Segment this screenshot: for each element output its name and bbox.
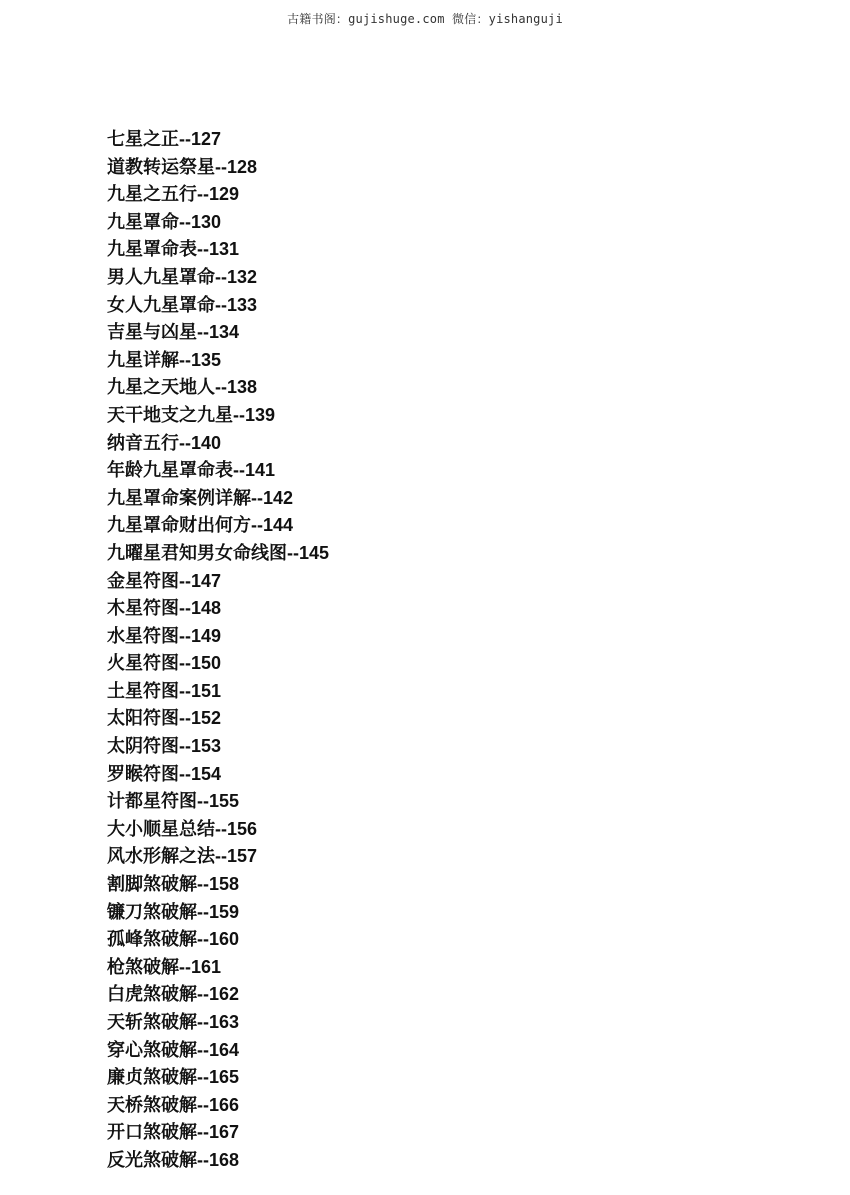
toc-entry-separator: -- [179, 653, 191, 674]
toc-entry-separator: -- [197, 874, 209, 895]
toc-entry-page: 128 [227, 156, 258, 177]
toc-entry-title: 罗睺符图 [107, 763, 179, 785]
toc-entry-page: 153 [191, 736, 222, 757]
toc-entry-separator: -- [197, 322, 209, 343]
toc-entry [107, 1037, 329, 1065]
toc-entry-separator: -- [179, 570, 191, 591]
toc-entry [107, 926, 329, 954]
toc-entry-title: 孤峰煞破解 [107, 929, 197, 951]
toc-entry-separator: -- [215, 294, 227, 315]
toc-entry-page: 159 [209, 901, 240, 922]
toc-entry [107, 319, 329, 347]
toc-entry-page: 166 [209, 1094, 240, 1115]
toc-entry-page: 155 [209, 791, 240, 812]
toc-entry-title: 开口煞破解 [107, 1122, 197, 1144]
toc-entry [107, 264, 329, 292]
toc-entry [107, 981, 329, 1009]
toc-entry-title: 大小顺星总结 [107, 818, 215, 840]
toc-entry-title: 金星符图 [107, 570, 179, 592]
toc-entry-separator: -- [179, 598, 191, 619]
toc-entry-separator: -- [197, 184, 209, 205]
toc-entry-page: 135 [191, 349, 222, 370]
toc-entry-page: 148 [191, 598, 222, 619]
toc-entry-page: 151 [191, 680, 222, 701]
toc-entry-separator: -- [179, 349, 191, 370]
toc-entry [107, 512, 329, 540]
toc-entry [107, 126, 329, 154]
toc-entry-title: 水星符图 [107, 625, 179, 647]
toc-entry [107, 236, 329, 264]
toc-entry [107, 1009, 329, 1037]
toc-entry-title: 九星之五行 [107, 184, 197, 206]
toc-entry-separator: -- [197, 901, 209, 922]
toc-entry-page: 154 [191, 763, 222, 784]
toc-entry-page: 162 [209, 984, 240, 1005]
toc-entry-separator: -- [197, 1094, 209, 1115]
toc-entry-title: 太阴符图 [107, 736, 179, 758]
toc-entry-separator: -- [179, 763, 191, 784]
toc-entry-page: 147 [191, 570, 222, 591]
toc-entry-separator: -- [215, 846, 227, 867]
toc-entry-title: 穿心煞破解 [107, 1039, 197, 1061]
toc-entry-page: 163 [209, 1012, 240, 1032]
toc-entry-separator: -- [197, 1122, 209, 1143]
toc-entry-title: 枪煞破解 [107, 956, 179, 978]
toc-entry [107, 568, 329, 596]
toc-entry-separator: -- [215, 377, 227, 398]
toc-entry-page: 139 [245, 404, 276, 425]
toc-entry-title: 天桥煞破解 [107, 1094, 197, 1116]
toc-entry [107, 374, 329, 402]
toc-entry-title: 土星符图 [107, 680, 179, 702]
toc-entry-title: 吉星与凶星 [107, 322, 197, 344]
toc-entry [107, 540, 329, 568]
toc-entry [107, 457, 329, 485]
toc-entry-page: 152 [191, 708, 222, 729]
toc-entry-title: 反光煞破解 [107, 1149, 197, 1171]
toc-entry-title: 木星符图 [107, 598, 179, 620]
toc-entry [107, 623, 329, 651]
toc-entry-page: 157 [227, 846, 258, 867]
toc-entry-title: 割脚煞破解 [107, 874, 197, 896]
table-of-contents [107, 126, 329, 1175]
toc-entry-title: 九星罩命表 [107, 239, 197, 261]
toc-entry [107, 595, 329, 623]
toc-entry [107, 292, 329, 320]
toc-entry-page: 150 [191, 653, 222, 674]
toc-entry-page: 164 [209, 1039, 240, 1060]
toc-entry-page: 144 [263, 515, 294, 536]
toc-entry-separator: -- [179, 708, 191, 729]
toc-entry-separator: -- [251, 487, 263, 508]
toc-entry-separator: -- [197, 239, 209, 260]
toc-entry-separator: -- [251, 515, 263, 536]
toc-entry-page: 156 [227, 818, 258, 839]
toc-entry [107, 485, 329, 513]
toc-entry-page: 141 [245, 460, 276, 481]
toc-entry [107, 402, 329, 430]
toc-entry-title: 计都星符图 [107, 791, 197, 813]
toc-entry [107, 761, 329, 789]
toc-entry [107, 954, 329, 982]
toc-entry-page: 145 [299, 542, 330, 563]
toc-entry-page: 168 [209, 1149, 240, 1170]
toc-entry [107, 871, 329, 899]
toc-entry-title: 年龄九星罩命表 [107, 460, 233, 482]
toc-entry [107, 347, 329, 375]
toc-entry-separator: -- [179, 680, 191, 701]
toc-entry [107, 1119, 329, 1147]
toc-entry-separator: -- [197, 1012, 209, 1032]
toc-entry-title: 九星之天地人 [107, 377, 215, 399]
toc-entry-page: 160 [209, 929, 240, 950]
toc-entry-title: 九星罩命财出何方 [107, 515, 251, 537]
toc-entry-title: 火星符图 [107, 653, 179, 675]
toc-entry [107, 733, 329, 761]
toc-entry-title: 九星罩命 [107, 211, 179, 233]
toc-entry-title: 天斩煞破解 [107, 1012, 197, 1033]
toc-entry [107, 430, 329, 458]
toc-entry-page: 133 [227, 294, 258, 315]
toc-entry [107, 705, 329, 733]
toc-entry-page: 167 [209, 1122, 240, 1143]
toc-entry-separator: -- [197, 1039, 209, 1060]
toc-entry-page: 161 [191, 956, 222, 977]
toc-entry-page: 165 [209, 1067, 240, 1088]
toc-entry-separator: -- [215, 818, 227, 839]
toc-entry-title: 男人九星罩命 [107, 266, 215, 288]
toc-entry-separator: -- [233, 404, 245, 425]
toc-entry [107, 1064, 329, 1092]
toc-entry-title: 七星之正 [107, 129, 179, 150]
toc-entry-title: 女人九星罩命 [107, 294, 215, 316]
toc-entry-page: 132 [227, 266, 258, 287]
toc-entry-separator: -- [197, 929, 209, 950]
toc-entry-title: 九曜星君知男女命线图 [107, 542, 287, 564]
toc-entry-separator: -- [197, 984, 209, 1005]
toc-entry-page: 149 [191, 625, 222, 646]
toc-entry-separator: -- [197, 791, 209, 812]
toc-entry-separator: -- [179, 956, 191, 977]
toc-entry-page: 142 [263, 487, 294, 508]
toc-entry-page: 130 [191, 211, 222, 232]
toc-entry-separator: -- [179, 736, 191, 757]
toc-entry-separator: -- [233, 460, 245, 481]
toc-entry [107, 181, 329, 209]
toc-entry-separator: -- [215, 156, 227, 177]
toc-entry-separator: -- [287, 542, 299, 563]
toc-entry-title: 纳音五行 [107, 432, 179, 454]
toc-entry-separator: -- [179, 129, 191, 149]
toc-entry-separator: -- [197, 1149, 209, 1170]
toc-entry [107, 816, 329, 844]
toc-entry-title: 太阳符图 [107, 708, 179, 730]
toc-entry [107, 209, 329, 237]
toc-entry-title: 天干地支之九星 [107, 404, 233, 426]
toc-entry [107, 678, 329, 706]
toc-entry-separator: -- [179, 211, 191, 232]
site-watermark: 古籍书阁：gujishuge.com 微信：yishanguji [287, 12, 563, 26]
toc-entry-page: 134 [209, 322, 240, 343]
toc-entry-title: 道教转运祭星 [107, 156, 215, 178]
toc-entry-page: 158 [209, 874, 240, 895]
toc-entry [107, 650, 329, 678]
toc-entry [107, 1147, 329, 1175]
toc-entry-title: 镰刀煞破解 [107, 901, 197, 923]
toc-entry-title: 风水形解之法 [107, 846, 215, 868]
toc-entry [107, 843, 329, 871]
toc-entry [107, 788, 329, 816]
toc-entry-page: 129 [209, 184, 240, 205]
toc-entry [107, 1092, 329, 1120]
toc-entry-title: 廉贞煞破解 [107, 1067, 197, 1089]
toc-entry-page: 138 [227, 377, 258, 398]
toc-entry-separator: -- [179, 625, 191, 646]
toc-entry-separator: -- [215, 266, 227, 287]
toc-entry-page: 140 [191, 432, 222, 453]
toc-entry-page: 131 [209, 239, 240, 260]
toc-entry-title: 九星罩命案例详解 [107, 487, 251, 509]
toc-entry-page: 127 [191, 129, 222, 149]
toc-entry [107, 154, 329, 182]
toc-entry-separator: -- [197, 1067, 209, 1088]
toc-entry-separator: -- [179, 432, 191, 453]
toc-entry-title: 九星详解 [107, 349, 179, 371]
toc-entry-title: 白虎煞破解 [107, 984, 197, 1006]
toc-entry [107, 899, 329, 927]
